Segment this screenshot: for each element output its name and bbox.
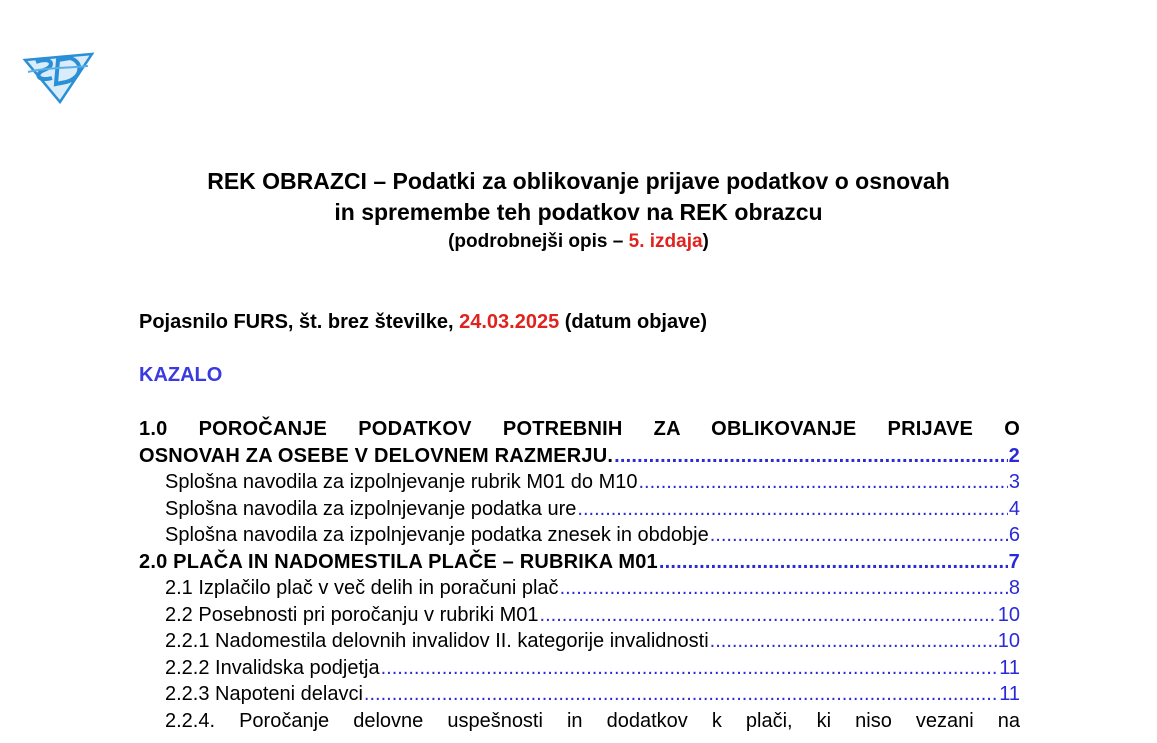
sd-logo-icon bbox=[22, 48, 96, 104]
toc-leader bbox=[639, 469, 1008, 496]
toc-label: OSNOVAH ZA OSEBE V DELOVNEM RAZMERJU. bbox=[139, 444, 614, 467]
toc-page-number: 11 bbox=[999, 656, 1020, 679]
toc-item[interactable] bbox=[139, 496, 1020, 523]
toc-leader bbox=[381, 655, 999, 682]
toc-item[interactable] bbox=[139, 549, 1020, 576]
toc-item[interactable] bbox=[139, 655, 1020, 682]
edition-label: 5. izdaja bbox=[628, 231, 703, 252]
toc-leader bbox=[710, 628, 997, 655]
publication-date: 24.03.2025 bbox=[459, 311, 560, 333]
toc-page-number: 11 bbox=[999, 683, 1020, 705]
toc-item[interactable] bbox=[139, 602, 1020, 629]
document-title-line-1: REK OBRAZCI – Podatki za oblikovanje prijave podatkov o osnovah bbox=[207, 168, 950, 194]
toc-item[interactable] bbox=[139, 575, 1020, 602]
toc-item[interactable] bbox=[139, 522, 1020, 549]
pojasnilo-suffix: (datum objave) bbox=[559, 311, 708, 333]
toc-label: Splošna navodila za izpolnjevanje podatka ure bbox=[165, 497, 577, 520]
toc-label: 2.1 Izplačilo plač v več delih in poračuni plač bbox=[165, 577, 559, 599]
toc-leader bbox=[710, 522, 1008, 549]
toc-leader bbox=[577, 496, 1007, 523]
toc-page-number: 2 bbox=[1008, 444, 1020, 467]
pojasnilo-prefix: Pojasnilo FURS, št. brez številke, bbox=[139, 311, 460, 333]
toc-leader bbox=[659, 549, 1008, 576]
toc-heading: KAZALO bbox=[139, 364, 223, 386]
toc-item[interactable] bbox=[139, 628, 1020, 655]
toc-label: 2.2.3 Napoteni delavci bbox=[165, 683, 363, 705]
toc-label: 2.2.2 Invalidska podjetja bbox=[165, 656, 380, 679]
subtitle-prefix: (podrobnejši opis – bbox=[448, 231, 629, 252]
toc-label: 2.2 Posebnosti pri poročanju v rubriki M01 bbox=[165, 603, 539, 626]
toc-section-1-line-1[interactable]: 1.0 POROČANJE PODATKOV POTREBNIH ZA OBLIKOVANJE PRIJAVE O bbox=[139, 418, 1020, 440]
toc-label: 2.2.1 Nadomestila delovnih invalidov II. kategorije invalidnosti bbox=[165, 630, 709, 652]
toc-page-number: 6 bbox=[1008, 524, 1020, 546]
document-subtitle bbox=[0, 230, 1157, 254]
toc-label: Splošna navodila za izpolnjevanje podatka znesek in obdobje bbox=[165, 524, 709, 546]
toc-page-number: 7 bbox=[1008, 550, 1020, 573]
toc-item[interactable] bbox=[139, 681, 1020, 708]
toc-page-number: 10 bbox=[997, 603, 1020, 626]
toc-item[interactable] bbox=[139, 469, 1020, 496]
toc-page-number: 3 bbox=[1008, 471, 1020, 493]
document-title-line-2: in spremembe teh podatkov na REK obrazcu bbox=[334, 199, 823, 225]
toc-leader bbox=[614, 443, 1008, 470]
toc-leader bbox=[364, 681, 998, 708]
toc-page-number: 10 bbox=[997, 630, 1020, 652]
toc-label: Splošna navodila za izpolnjevanje rubrik M01 do M10 bbox=[165, 471, 638, 493]
toc-leader bbox=[540, 602, 997, 629]
pojasnilo-line bbox=[139, 309, 707, 335]
toc-page-number: 4 bbox=[1008, 497, 1020, 520]
subtitle-suffix: ) bbox=[702, 231, 709, 252]
table-of-contents bbox=[139, 416, 1020, 734]
toc-section-1-line-2[interactable] bbox=[139, 443, 1020, 470]
toc-label: 2.0 PLAČA IN NADOMESTILA PLAČE – RUBRIKA M01 bbox=[139, 550, 658, 573]
toc-leader bbox=[560, 575, 1008, 602]
toc-item-partial[interactable]: 2.2.4. Poročanje delovne uspešnosti in dodatkov k plači, ki niso vezani na bbox=[165, 709, 1020, 732]
toc-page-number: 8 bbox=[1008, 577, 1020, 599]
